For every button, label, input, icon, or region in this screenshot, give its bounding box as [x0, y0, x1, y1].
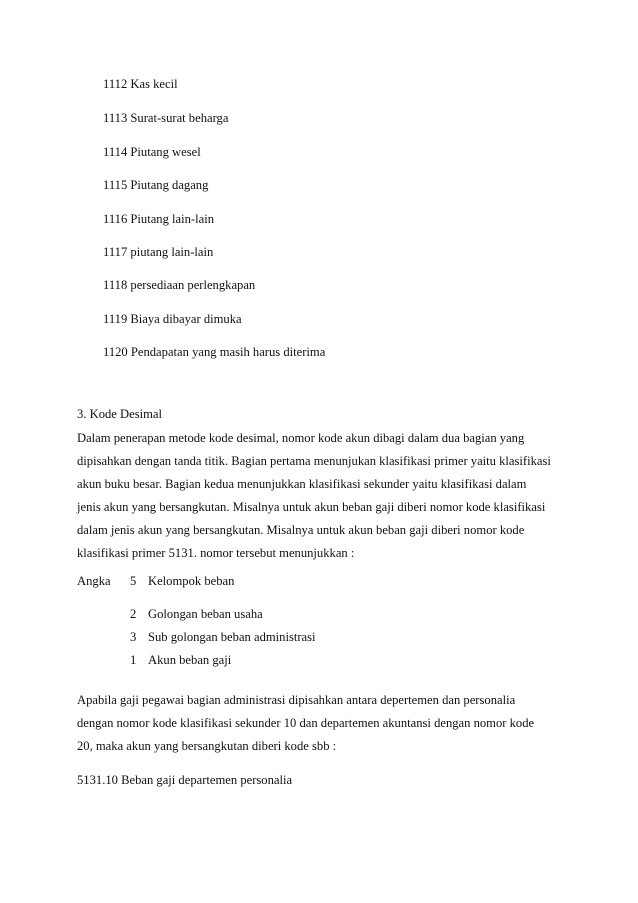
- code-description: Sub golongan beban administrasi: [148, 630, 316, 644]
- paragraph-line: Apabila gaji pegawai bagian administrasi dipisahkan antara depertemen dan personalia: [77, 693, 516, 707]
- code-description: Golongan beban usaha: [148, 607, 263, 621]
- paragraph-line: Dalam penerapan metode kode desimal, nomor kode akun dibagi dalam dua bagian yang: [77, 431, 525, 445]
- final-code-line: 5131.10 Beban gaji departemen personalia: [77, 773, 293, 787]
- code-description: Akun beban gaji: [148, 653, 232, 667]
- paragraph-line: dalam jenis akun yang bersangkutan. Misalnya untuk akun beban gaji diberi nomor kode: [77, 523, 525, 537]
- account-item: 1117 piutang lain-lain: [103, 245, 214, 259]
- code-digit: 1: [130, 653, 137, 667]
- paragraph-line: klasifikasi primer 5131. nomor tersebut menunjukkan :: [77, 546, 355, 560]
- account-item: 1115 Piutang dagang: [103, 178, 209, 192]
- paragraph-line: 20, maka akun yang bersangkutan diberi kode sbb :: [77, 739, 337, 753]
- code-digit: 5: [130, 574, 137, 588]
- account-item: 1120 Pendapatan yang masih harus diterima: [103, 345, 326, 359]
- code-digit: 2: [130, 607, 137, 621]
- account-item: 1114 Piutang wesel: [103, 145, 201, 159]
- account-item: 1113 Surat-surat beharga: [103, 111, 229, 125]
- paragraph-line: dipisahkan dengan tanda titik. Bagian pertama menunjukan klasifikasi primer yaitu klasifikasi: [77, 454, 551, 468]
- paragraph-line: dengan nomor kode klasifikasi sekunder 10 dan departemen akuntansi dengan nomor kode: [77, 716, 535, 730]
- code-description: Kelompok beban: [148, 574, 235, 588]
- account-item: 1119 Biaya dibayar dimuka: [103, 312, 242, 326]
- section-title: 3. Kode Desimal: [77, 407, 162, 421]
- account-item: 1116 Piutang lain-lain: [103, 212, 214, 226]
- account-item: 1112 Kas kecil: [103, 77, 178, 91]
- paragraph-line: jenis akun yang bersangkutan. Misalnya untuk akun beban gaji diberi nomor kode klasifikasi: [77, 500, 546, 514]
- account-item: 1118 persediaan perlengkapan: [103, 278, 256, 292]
- code-digit: 3: [130, 630, 137, 644]
- code-table-header: Angka: [77, 574, 111, 588]
- paragraph-line: akun buku besar. Bagian kedua menunjukkan klasifikasi sekunder yaitu klasifikasi dalam: [77, 477, 527, 491]
